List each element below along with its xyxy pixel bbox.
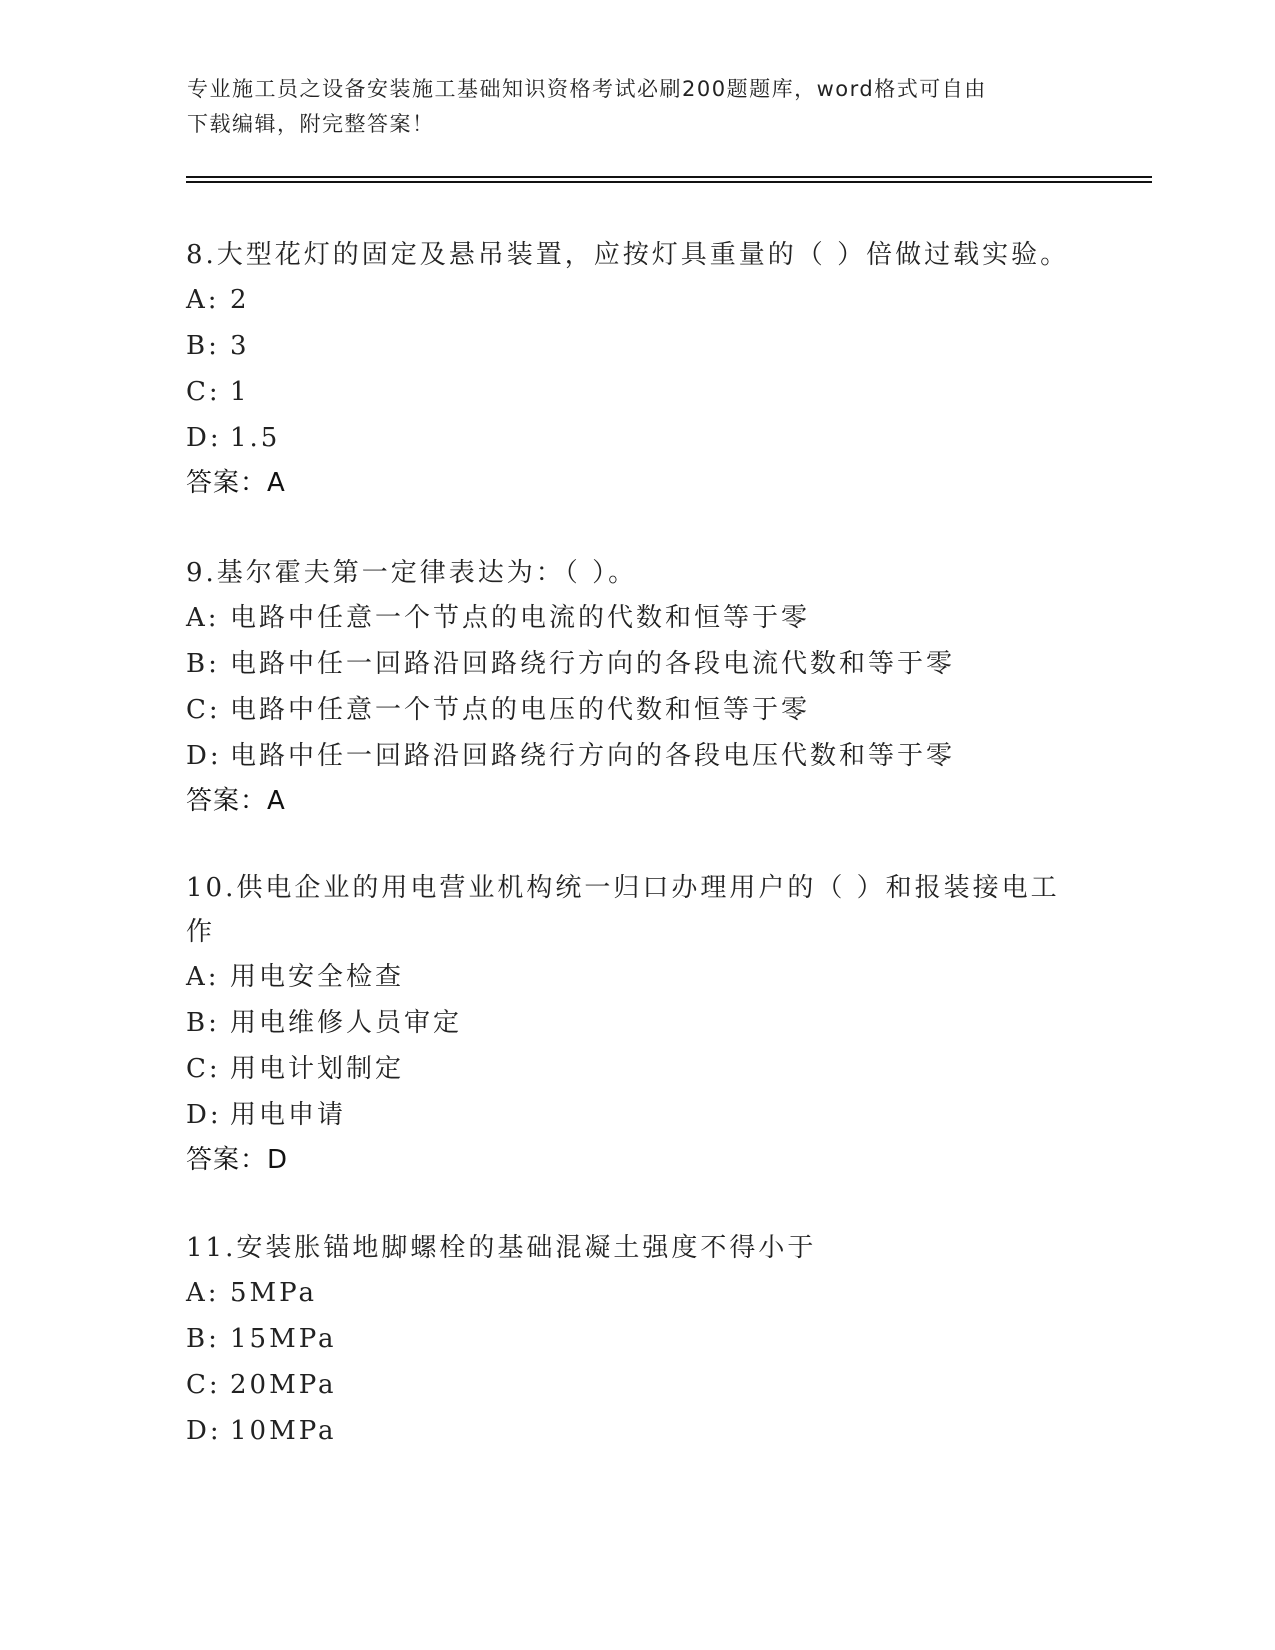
option-d: D: 1.5 <box>186 423 281 453</box>
option-c: C: 1 <box>186 377 250 407</box>
option-b: B: 电路中任一回路沿回路绕行方向的各段电流代数和等于零 <box>186 649 956 679</box>
option-d: D: 电路中任一回路沿回路绕行方向的各段电压代数和等于零 <box>186 741 956 771</box>
header-line-2: 下载编辑，附完整答案！ <box>187 112 435 136</box>
option-c: C: 20MPa <box>186 1370 337 1400</box>
option-b: B: 3 <box>186 331 250 361</box>
question-10 <box>186 866 1086 1182</box>
question-stem: 8.大型花灯的固定及悬吊装置，应按灯具重量的（ ）倍做过载实验。 <box>186 240 1070 270</box>
question-8 <box>186 233 1086 505</box>
question-stem: 9.基尔霍夫第一定律表达为：（ ）。 <box>186 558 638 588</box>
document-header <box>187 72 1067 142</box>
header-rule-bottom <box>186 181 1152 183</box>
header-rule-top <box>186 176 1152 178</box>
option-b: B: 用电维修人员审定 <box>186 1008 463 1038</box>
option-b: B: 15MPa <box>186 1324 337 1354</box>
question-stem: 11.安装胀锚地脚螺栓的基础混凝土强度不得小于 <box>186 1233 817 1263</box>
question-9 <box>186 551 1086 823</box>
answer-label: 答案：D <box>186 1145 289 1175</box>
question-stem-line-1: 10.供电企业的用电营业机构统一归口办理用户的（ ）和报装接电工 <box>186 873 1060 903</box>
answer-label: 答案：A <box>186 468 286 498</box>
header-line-1: 专业施工员之设备安装施工基础知识资格考试必刷200题题库，word格式可自由 <box>187 77 987 101</box>
option-a: A: 电路中任意一个节点的电流的代数和恒等于零 <box>186 603 811 633</box>
option-a: A: 5MPa <box>186 1278 317 1308</box>
answer-label: 答案：A <box>186 786 286 816</box>
option-c: C: 用电计划制定 <box>186 1054 405 1084</box>
option-a: A: 2 <box>186 285 250 315</box>
option-c: C: 电路中任意一个节点的电压的代数和恒等于零 <box>186 695 811 725</box>
question-11 <box>186 1226 1086 1454</box>
option-a: A: 用电安全检查 <box>186 962 405 992</box>
question-stem-line-2: 作 <box>186 917 216 947</box>
option-d: D: 用电申请 <box>186 1100 347 1130</box>
option-d: D: 10MPa <box>186 1416 337 1446</box>
